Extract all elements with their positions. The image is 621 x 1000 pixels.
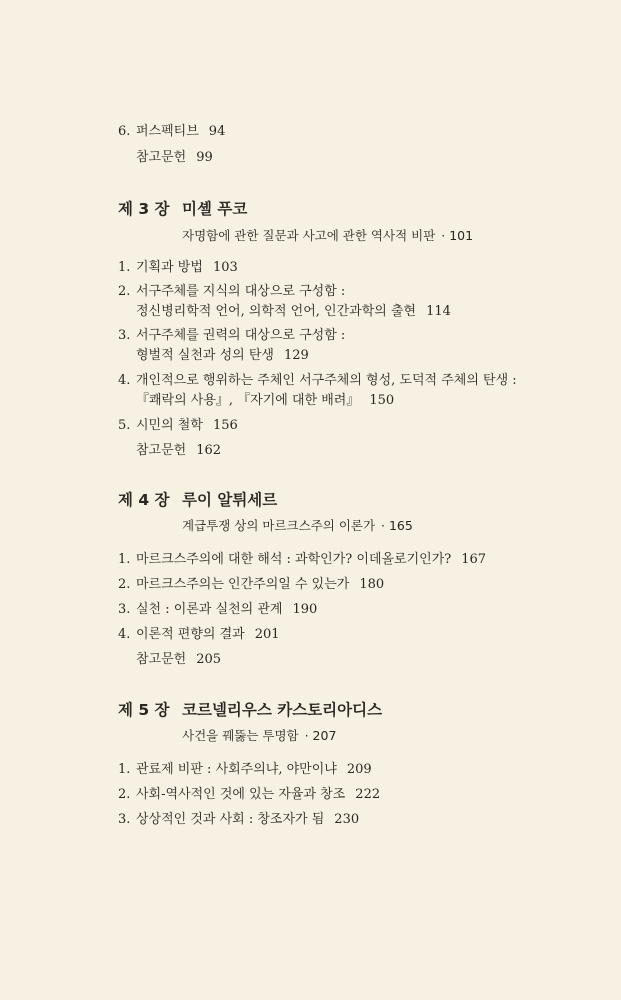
toc-entry: 3. 실천 : 이론과 실천의 관계 190 [118,602,318,617]
toc-entry: 2. 서구주체를 지식의 대상으로 구성함 : [118,284,346,299]
toc-references: 참고문헌 99 [136,150,213,165]
chapter-subtitle: 자명함에 관한 질문과 사고에 관한 역사적 비판 · 101 [182,228,474,243]
toc-entry: 3. 상상적인 것과 사회 : 창조자가 됨 230 [118,812,360,827]
toc-entry: 1. 기획과 방법 103 [118,260,238,275]
chapter-heading: 제 3 장 미셸 푸코 [118,200,248,218]
toc-references: 참고문헌 205 [136,652,222,667]
toc-entry: 2. 사회-역사적인 것에 있는 자율과 창조 222 [118,787,381,802]
chapter-subtitle: 사건을 꿰뚫는 투명함 · 207 [182,728,337,743]
toc-entry: 5. 시민의 철학 156 [118,418,238,433]
toc-entry-continuation: 정신병리학적 언어, 의학적 언어, 인간과학의 출현 114 [136,304,451,319]
chapter-subtitle: 계급투쟁 상의 마르크스주의 이론가 · 165 [182,518,413,533]
toc-entry-continuation: 형벌적 실천과 성의 탄생 129 [136,348,309,363]
toc-entry-continuation: 『쾌락의 사용』, 『자기에 대한 배려』 150 [136,393,395,408]
toc-entry: 4. 개인적으로 행위하는 주체인 서구주체의 형성, 도덕적 주체의 탄생 : [118,373,517,388]
toc-references: 참고문헌 162 [136,443,222,458]
toc-entry: 1. 관료제 비판 : 사회주의냐, 야만이냐 209 [118,762,372,777]
toc-entry: 4. 이론적 편향의 결과 201 [118,627,280,642]
toc-entry-6: 6. 퍼스펙티브 94 [118,124,226,139]
chapter-heading: 제 5 장 코르넬리우스 카스토리아디스 [118,701,383,719]
toc-entry: 1. 마르크스주의에 대한 해석 : 과학인가? 이데올로기인가? 167 [118,552,487,567]
toc-entry: 3. 서구주체를 권력의 대상으로 구성함 : [118,328,346,343]
toc-entry: 2. 마르크스주의는 인간주의일 수 있는가 180 [118,577,385,592]
chapter-heading: 제 4 장 루이 알튀세르 [118,491,278,509]
